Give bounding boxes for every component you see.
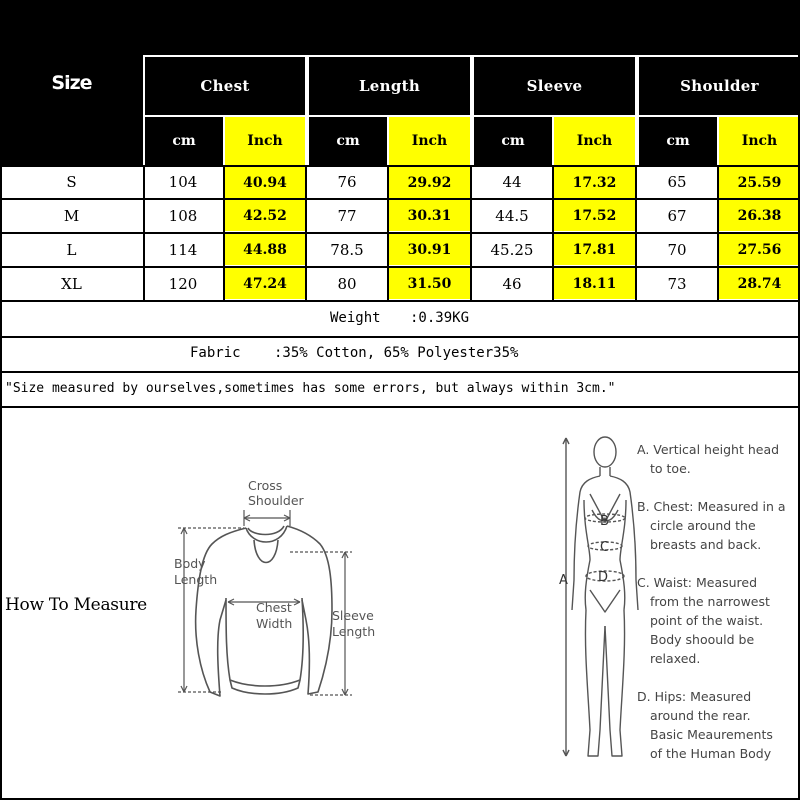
grid-line xyxy=(0,0,2,800)
weight-value: :0.39KG xyxy=(410,310,470,326)
table-cell: 114 xyxy=(168,240,198,259)
legend-line: B. Chest: Measured in a xyxy=(637,499,786,514)
legend-line: A. Vertical height head xyxy=(637,442,780,457)
grid-line xyxy=(717,165,719,300)
grid-line xyxy=(470,165,472,300)
grid-line xyxy=(635,165,637,300)
table-row-size: L xyxy=(66,240,77,259)
table-cell: 46 xyxy=(502,274,522,293)
grid-line xyxy=(0,336,800,338)
table-row-size: M xyxy=(63,206,80,225)
table-cell: 40.94 xyxy=(225,167,305,198)
how-to-measure-title: How To Measure xyxy=(5,595,147,615)
legend-line: of the Human Body xyxy=(650,746,772,761)
legend-line: circle around the xyxy=(650,518,756,533)
grid-line xyxy=(0,266,800,268)
table-cell: 78.5 xyxy=(330,240,364,259)
column-header-chest: Chest xyxy=(145,57,305,115)
grid-line xyxy=(0,232,800,234)
size-header: Size xyxy=(0,0,143,165)
table-cell: 28.74 xyxy=(719,268,800,299)
table-cell: 108 xyxy=(168,206,198,225)
table-row-size: XL xyxy=(61,274,82,293)
column-header-shoulder: Shoulder xyxy=(639,57,800,115)
body-label-a: A xyxy=(559,573,568,588)
table-cell: 30.31 xyxy=(389,200,470,231)
fabric-label: Fabric xyxy=(190,345,241,361)
fabric-value: :35% Cotton, 65% Polyester35% xyxy=(274,345,519,361)
table-cell: 76 xyxy=(337,172,357,191)
cross-shoulder-label-1: Cross xyxy=(248,478,283,493)
unit-inch-length: Inch xyxy=(389,117,470,165)
unit-cm-chest: cm xyxy=(145,117,223,165)
garment-diagram xyxy=(160,470,390,720)
measurement-legend xyxy=(637,440,786,763)
chest-width-label-1: Chest xyxy=(256,600,292,615)
legend-line: relaxed. xyxy=(650,651,701,666)
grid-line xyxy=(223,165,225,300)
table-cell: 80 xyxy=(337,274,357,293)
grid-line xyxy=(552,165,554,300)
table-cell: 104 xyxy=(168,172,198,191)
grid-line xyxy=(305,165,307,300)
legend-line: breasts and back. xyxy=(650,537,762,552)
legend-line: point of the waist. xyxy=(650,613,764,628)
table-cell: 30.91 xyxy=(389,234,470,265)
unit-inch-shoulder: Inch xyxy=(719,117,800,165)
cross-shoulder-label-2: Shoulder xyxy=(248,493,304,508)
column-header-length: Length xyxy=(309,57,470,115)
grid-line xyxy=(0,198,800,200)
measurement-note: "Size measured by ourselves,sometimes has some errors, but always within 3cm." xyxy=(5,381,616,396)
table-cell: 65 xyxy=(667,172,687,191)
table-cell: 120 xyxy=(168,274,198,293)
body-label-c: C xyxy=(600,540,610,555)
table-cell: 44 xyxy=(502,172,522,191)
grid-line xyxy=(143,165,145,300)
unit-cm-shoulder: cm xyxy=(639,117,717,165)
column-header-sleeve: Sleeve xyxy=(474,57,635,115)
table-cell: 42.52 xyxy=(225,200,305,231)
legend-line: C. Waist: Measured xyxy=(637,575,758,590)
unit-cm-length: cm xyxy=(309,117,387,165)
header-top-band xyxy=(143,0,800,55)
body-length-label-2: Length xyxy=(174,572,218,587)
grid-line xyxy=(0,371,800,373)
table-row-size: S xyxy=(66,172,77,191)
table-cell: 17.52 xyxy=(554,200,635,231)
body-length-label-1: Body xyxy=(174,556,206,571)
legend-line: Basic Meaurements xyxy=(650,727,773,742)
table-cell: 27.56 xyxy=(719,234,800,265)
table-cell: 73 xyxy=(667,274,687,293)
table-cell: 18.11 xyxy=(554,268,635,299)
legend-line: from the narrowest xyxy=(650,594,770,609)
table-cell: 25.59 xyxy=(719,167,800,198)
legend-line: to toe. xyxy=(650,461,691,476)
table-cell: 45.25 xyxy=(490,240,534,259)
grid-line xyxy=(387,165,389,300)
table-cell: 77 xyxy=(337,206,357,225)
body-label-d: D xyxy=(598,570,609,585)
table-cell: 67 xyxy=(667,206,687,225)
unit-cm-sleeve: cm xyxy=(474,117,552,165)
table-cell: 26.38 xyxy=(719,200,800,231)
grid-line xyxy=(0,406,800,408)
table-cell: 17.32 xyxy=(554,167,635,198)
unit-inch-chest: Inch xyxy=(225,117,305,165)
weight-label: Weight xyxy=(330,310,381,326)
unit-inch-sleeve: Inch xyxy=(554,117,635,165)
legend-line: D. Hips: Measured xyxy=(637,689,752,704)
grid-line xyxy=(0,300,800,302)
table-cell: 29.92 xyxy=(389,167,470,198)
legend-line: Body shoould be xyxy=(650,632,755,647)
table-cell: 17.81 xyxy=(554,234,635,265)
chest-width-label-2: Width xyxy=(256,616,293,631)
table-cell: 31.50 xyxy=(389,268,470,299)
table-cell: 44.5 xyxy=(495,206,529,225)
body-label-b: B xyxy=(600,514,609,529)
sleeve-length-label-2: Length xyxy=(332,624,376,639)
grid-line xyxy=(0,165,800,167)
sleeve-length-label-1: Sleeve xyxy=(332,608,374,623)
table-cell: 47.24 xyxy=(225,268,305,299)
legend-line: around the rear. xyxy=(650,708,751,723)
table-cell: 70 xyxy=(667,240,687,259)
table-cell: 44.88 xyxy=(225,234,305,265)
